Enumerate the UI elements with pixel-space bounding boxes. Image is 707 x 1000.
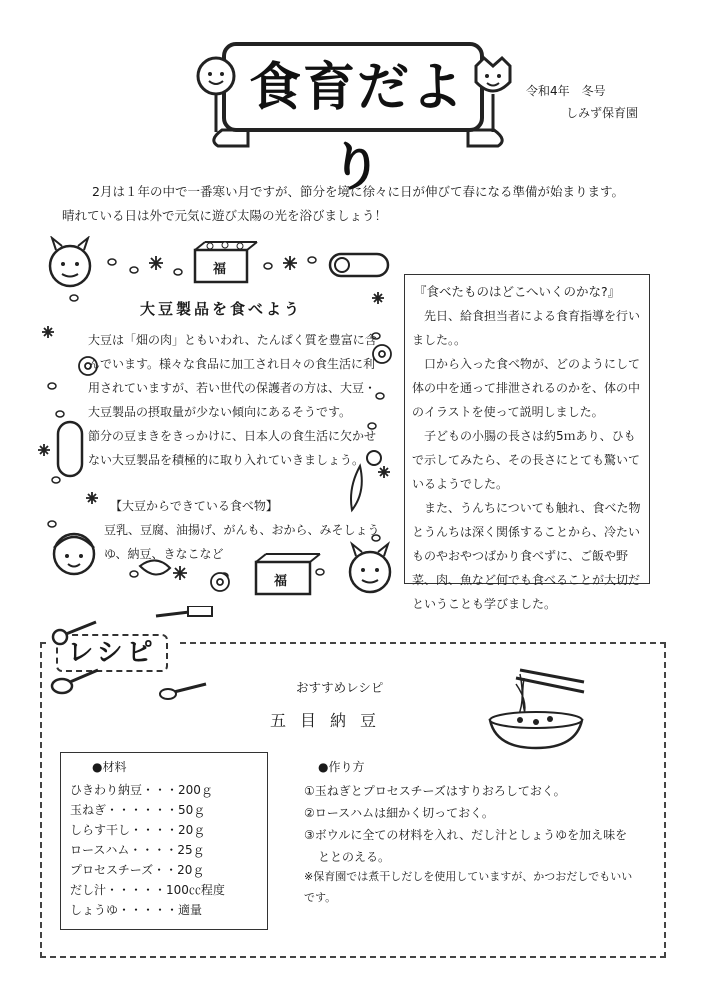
whisk-icon — [52, 670, 98, 693]
ingredient-item: しょうゆ・・・・・適量 — [70, 903, 203, 917]
ingredient-item: ロースハム・・・・25ｇ — [70, 843, 205, 857]
article-paragraph: また、うんちについても触れ、食べた物とうんちは深く関係することから、冷たいものやおやつばかり食べずに、ご飯や野菜、肉、魚など何でも食べることが大切だということも学びました。 — [412, 501, 641, 611]
child-face-icon — [54, 534, 94, 574]
intro-line-2: 晴れている日は外で元気に遊び太陽の光を浴びましょう！ — [62, 208, 388, 223]
recipe-name: 五目納豆 — [270, 711, 391, 730]
step-item: ②ロースハムは細かく切っておく。 — [304, 806, 494, 820]
flower-face-icon — [194, 54, 238, 134]
ingredient-item: ひきわり納豆・・・200ｇ — [70, 783, 213, 797]
intro-text — [62, 180, 662, 228]
soy-foods-list: 豆乳、豆腐、油揚げ、がんも、おから、みそしょうゆ、納豆、きなこなど — [104, 523, 380, 561]
step-item: ①玉ねぎとプロセスチーズはすりおろしておく。 — [304, 784, 566, 798]
oni-face-icon — [50, 238, 90, 286]
ehomaki-icon — [330, 254, 388, 276]
recipe-tag: レシピ — [56, 634, 168, 672]
soy-paragraph-2: 節分の豆まきをきっかけに、日本人の食生活に欠かせない大豆製品を積極的に取り入れていきましょう。 — [88, 429, 377, 467]
ingredient-item: しらす干し・・・・20ｇ — [70, 823, 206, 837]
article-title: 『食べたものはどこへいくのかな?』 — [414, 284, 621, 299]
masu-label-bottom: 福 — [274, 574, 288, 589]
masu-label-top: 福 — [213, 262, 227, 277]
step-item: ③ボウルに全ての材料を入れ、だし汁としょうゆを加え味をととのえる。 — [304, 828, 628, 864]
steps-heading: ●作り方 — [318, 760, 365, 774]
article-paragraph: 子どもの小腸の長さは約5ｍあり、ひもで示してみたら、その長さにとても驚いているようでした。 — [412, 429, 641, 491]
soy-paragraph-1: 大豆は「畑の肉」ともいわれ、たんぱく質を豊富に含んでいます。様々な食品に加工され日々の食生活に利用されていますが、若い世代の保護者の方は、大豆・大豆製品の摂取量が少ない傾向にあるそうです。 — [88, 333, 377, 419]
page-title: 食育だより — [248, 58, 465, 198]
intro-line-1: 2月は１年の中で一番寒い月ですが、節分を境に徐々に日が伸びて春になる準備が始まります。 — [92, 184, 624, 199]
ehomaki-icon — [58, 422, 82, 476]
soy-foods-heading: 【大豆からできている食べ物】 — [110, 499, 278, 513]
recipe-label: おすすめレシピ — [296, 680, 384, 695]
soy-section-title: 大豆製品を食べよう — [139, 300, 302, 318]
article-paragraph: 口から入った食べ物が、どのようにして体の中を通って排泄されるのかを、体の中のイラストを使って説明しました。 — [412, 357, 641, 419]
natto-bowl-icon — [486, 664, 590, 752]
ingredient-item: プロセスチーズ・・20ｇ — [70, 863, 205, 877]
article-body — [412, 304, 646, 616]
spoon-icon — [174, 684, 206, 692]
ingredient-item: 玉ねぎ・・・・・・50ｇ — [70, 803, 206, 817]
ingredients-list — [70, 780, 265, 920]
publisher-name: しみず保育園 — [566, 106, 639, 120]
issue-label: 令和4年 冬号 — [526, 84, 606, 98]
recipe-note: ※保育園では煮干しだしを使用していますが、かつおだしでもいいです。 — [304, 870, 633, 904]
tulip-face-icon — [470, 52, 516, 134]
steps-list — [304, 780, 634, 868]
ingredients-heading: ●材料 — [92, 760, 127, 774]
ladle-icon — [53, 622, 96, 644]
soy-section-body — [88, 328, 378, 472]
kitchen-tools-decoration — [38, 606, 218, 702]
article-paragraph: 先日、給食担当者による食育指導を行いました。。 — [412, 309, 641, 347]
ingredient-item: だし汁・・・・・100㏄程度 — [70, 883, 225, 897]
